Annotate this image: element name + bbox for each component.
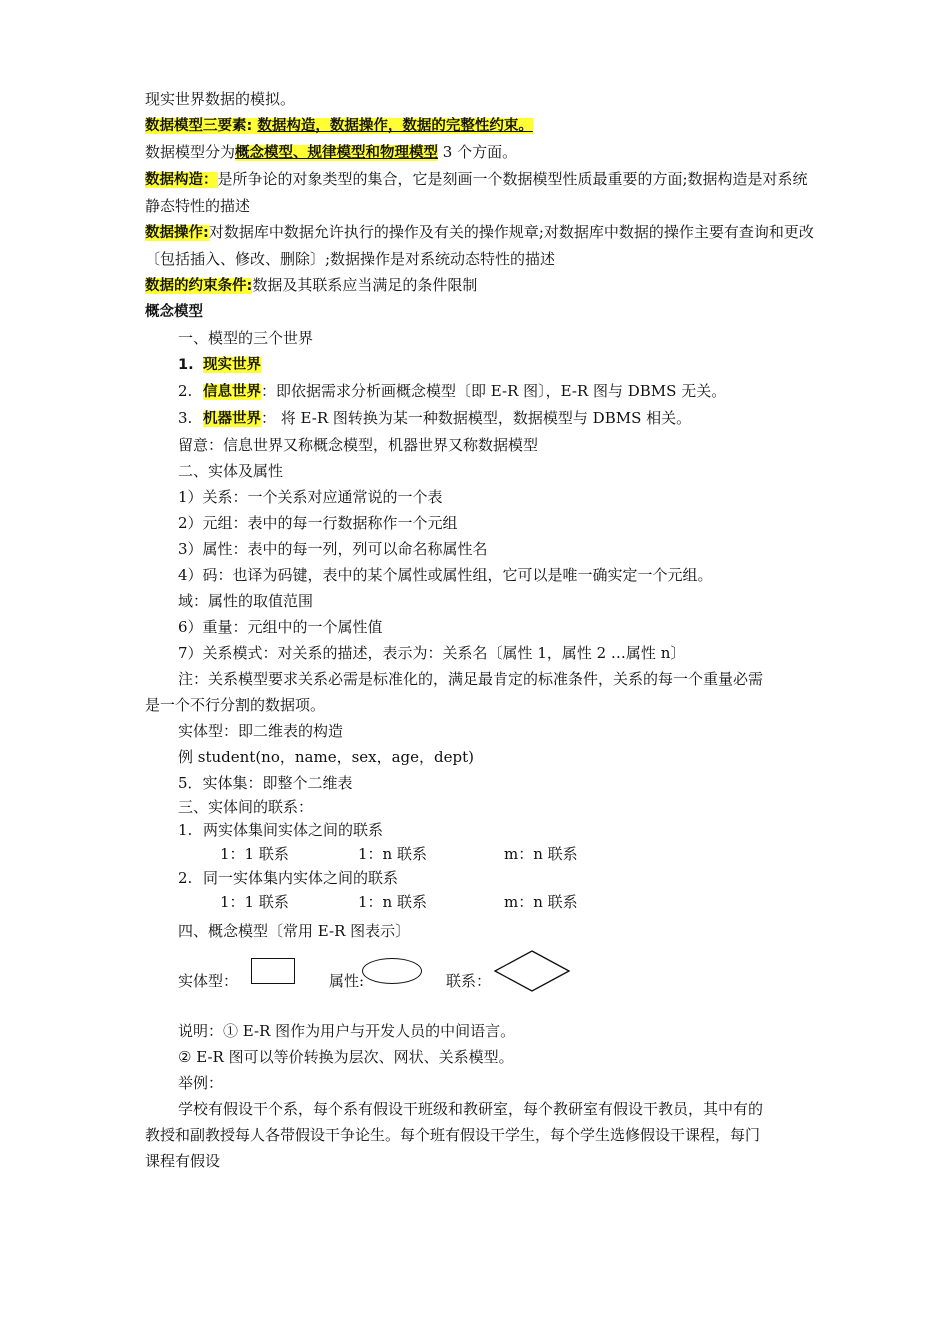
note-line: 留意：信息世界又称概念模型，机器世界又称数据模型 <box>178 436 539 454</box>
subsection-title: 四、概念模型〔常用 E-R 图表示〕 <box>178 922 411 940</box>
bold-term: 数据模型三要素 <box>145 118 247 134</box>
section-heading: 概念模型 <box>145 304 203 320</box>
relationship-label: 联系： <box>446 972 492 990</box>
subsection-title: 三、实体间的联系： <box>178 798 314 816</box>
list-number: 1. <box>178 821 193 839</box>
relation-m-n: m：n 联系 <box>504 845 578 863</box>
bold-term: 数据构造： <box>145 172 218 188</box>
list-item <box>145 405 815 432</box>
attribute-label: 属性: <box>329 972 365 990</box>
text-line: 说明：① E-R 图作为用户与开发人员的中间语言。 <box>178 1022 516 1040</box>
text-line <box>145 272 815 299</box>
list-item <box>145 866 815 890</box>
relation-1-n: 1：n 联系 <box>358 845 427 863</box>
list-number: 2. <box>178 869 193 887</box>
entity-rectangle-icon <box>251 958 295 984</box>
text-run: 两实体集间实体之间的联系 <box>203 821 384 839</box>
text-run: 3 个方面。 <box>438 143 518 161</box>
relationship-diamond-icon <box>494 950 570 992</box>
text-run: 是所争论的对象类型的集合，它是刻画一个数据模型性质最重要的方面;数据构造是对系统静态特性的描述 <box>145 170 808 215</box>
text-line: 现实世界数据的模拟。 <box>145 90 296 108</box>
paragraph-line: 学校有假设干个系，每个系有假设干班级和教研室，每个教研室有假设干教员，其中有的 <box>178 1100 764 1118</box>
note-line: 是一个不行分割的数据项。 <box>145 696 326 714</box>
text-run: 数据模型分为 <box>145 143 236 161</box>
note-line: 注：关系模型要求关系必需是标准化的，满足最肯定的标准条件，关系的每一个重量必需 <box>178 670 764 688</box>
list-item <box>145 351 815 378</box>
bold-term: 信息世界 <box>203 384 261 400</box>
relation-1-1: 1：1 联系 <box>220 893 289 911</box>
text-line: ② E-R 图可以等价转换为层次、网状、关系模型。 <box>178 1048 514 1066</box>
list-item: 2）元组：表中的每一行数据称作一个元组 <box>178 514 458 532</box>
text-line <box>145 219 815 272</box>
highlighted-phrase: 概念模型、规律模型和物理模型 <box>235 145 439 161</box>
text-run: ： 将 E-R 图转换为某一种数据模型，数据模型与 DBMS 相关。 <box>261 409 692 427</box>
document-body <box>145 86 815 1174</box>
text-line: 5．实体集：即整个二维表 <box>178 774 353 792</box>
list-number: 1. <box>178 357 194 373</box>
list-number: 3. <box>178 409 193 427</box>
entity-label: 实体型： <box>178 972 239 990</box>
relation-types <box>145 842 815 866</box>
bold-term: 数据操作: <box>145 225 209 241</box>
text-line: 实体型：即二维表的构造 <box>178 722 344 740</box>
list-item: 7）关系模式：对关系的描述，表示为：关系名〔属性 1，属性 2 …属性 n〕 <box>178 644 686 662</box>
list-item <box>145 378 815 405</box>
text-line <box>145 139 815 166</box>
bold-term: 数据的约束条件: <box>145 278 253 294</box>
list-item: 3）属性：表中的每一列，列可以命名称属性名 <box>178 540 488 558</box>
list-item <box>145 818 815 842</box>
list-item: 4）码：也译为码键，表中的某个属性或属性组，它可以是唯一确实定一个元组。 <box>178 566 713 584</box>
relation-1-n: 1：n 联系 <box>358 893 427 911</box>
relation-types <box>145 890 815 914</box>
paragraph-line: 教授和副教授每人各带假设干争论生。每个班有假设干学生，每个学生选修假设干课程，每门 <box>145 1126 761 1144</box>
relation-1-1: 1：1 联系 <box>220 845 289 863</box>
text-run: 对数据库中数据允许执行的操作及有关的操作规章;对数据库中数据的操作主要有查询和更改〔包括插入、修改、删除〕;数据操作是对系统动态特性的描述 <box>145 223 814 268</box>
separator: : <box>246 118 258 134</box>
text-line: 举例： <box>178 1074 224 1092</box>
subsection-title: 一、模型的三个世界 <box>178 329 314 347</box>
list-item: 1）关系：一个关系对应通常说的一个表 <box>178 488 443 506</box>
list-number: 2. <box>178 382 193 400</box>
example-line: 例 student(no，name，sex，age，dept) <box>178 748 474 766</box>
list-item: 6）重量：元组中的一个属性值 <box>178 618 383 636</box>
relation-m-n: m：n 联系 <box>504 893 578 911</box>
subsection-title: 二、实体及属性 <box>178 462 284 480</box>
highlighted-phrase: 数据构造，数据操作，数据的完整性约束。 <box>257 118 533 134</box>
paragraph-line: 课程有假设 <box>145 1152 221 1170</box>
text-run: ：即依据需求分析画概念模型〔即 E-R 图〕，E-R 图与 DBMS 无关。 <box>261 382 727 400</box>
attribute-ellipse-icon <box>362 958 422 984</box>
bold-term: 现实世界 <box>203 357 261 373</box>
er-shape-legend <box>145 948 815 1016</box>
text-run: 同一实体集内实体之间的联系 <box>203 869 399 887</box>
bold-term: 机器世界 <box>203 411 261 427</box>
text-line <box>145 166 815 219</box>
text-run: 数据及其联系应当满足的条件限制 <box>252 276 478 294</box>
text-line <box>145 112 815 139</box>
list-item: 域：属性的取值范围 <box>178 592 314 610</box>
